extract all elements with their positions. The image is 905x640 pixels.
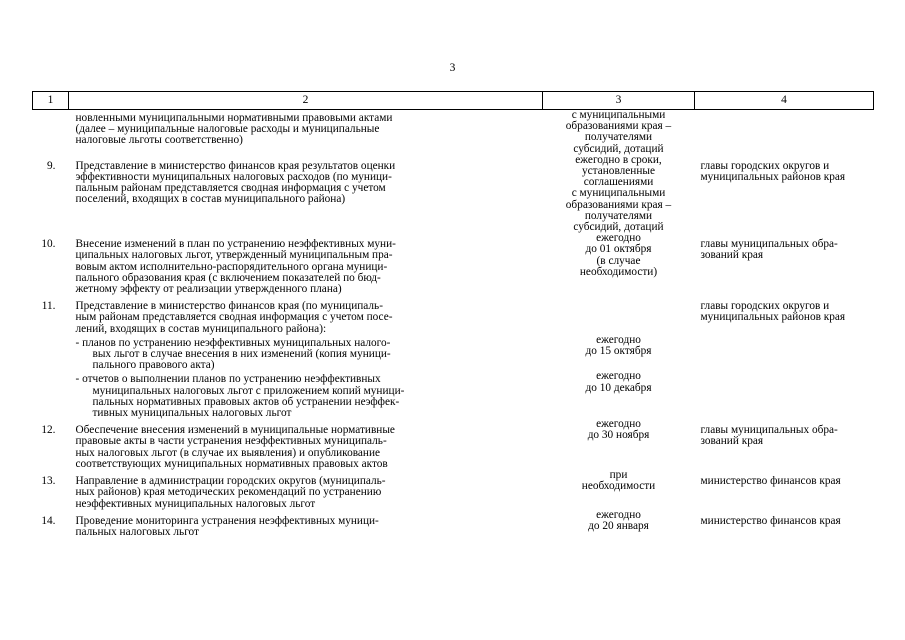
row-deadline-line: с муниципальными	[571, 187, 666, 200]
row-deadline-line: при	[609, 469, 628, 482]
row-description-line: ных налоговых льгот (в случае их выявления) и опубликование	[75, 446, 381, 459]
row-deadline-line: ежегодно	[596, 370, 641, 383]
row-description-line: налоговые льготы соответственно)	[75, 134, 243, 147]
row-description-line: муниципальных налоговых льгот с приложением копий муници-	[92, 384, 405, 397]
row-description-line: Проведение мониторинга устранения неэффективных муници-	[75, 514, 379, 527]
row-description-line: пальным районам представляется сводная информация с учетом	[75, 182, 386, 195]
table-row	[33, 155, 874, 233]
row-responsible	[695, 155, 874, 233]
row-description-line: Обеспечение внесения изменений в муниципальные нормативные	[75, 424, 395, 437]
row-deadline	[543, 419, 695, 470]
row-responsible-line: муниципальных районов края	[700, 171, 846, 184]
table-header-row	[33, 92, 874, 110]
table-row	[33, 110, 874, 155]
table-row	[33, 470, 874, 510]
row-responsible-line: зований края	[700, 435, 764, 448]
row-description	[69, 419, 543, 470]
row-description	[69, 335, 543, 372]
row-responsible-line: муниципальных районов края	[700, 311, 846, 324]
row-deadline	[543, 155, 695, 233]
table-row	[33, 295, 874, 335]
row-description-line: новленными муниципальными нормативными правовыми актами	[75, 112, 393, 124]
page-number: 3	[449, 62, 456, 74]
row-description-line: Направление в администрации городских округов (муниципаль-	[75, 475, 386, 488]
row-description-line: вовым актом исполнительно-распорядительного органа муници-	[75, 260, 388, 273]
header-col-2: 2	[69, 92, 543, 110]
row-deadline-line: ежегодно	[596, 508, 641, 521]
row-deadline-line: до 10 декабря	[585, 381, 652, 394]
row-deadline-line: ежегодно	[596, 232, 641, 245]
row-description-line: Представление в министерство финансов края результатов оценки	[75, 159, 396, 172]
row-deadline	[543, 335, 695, 372]
row-responsible-line: главы муниципальных обра-	[700, 238, 838, 251]
row-number	[33, 110, 69, 155]
row-description-line: пальных нормативных правовых актов об устранении неэффек-	[92, 395, 400, 408]
row-deadline	[543, 110, 695, 155]
row-description	[69, 470, 543, 510]
row-description-line: поселений, входящих в состав муниципального района)	[75, 193, 346, 206]
row-description	[69, 510, 543, 538]
row-deadline-line: до 20 января	[588, 519, 649, 532]
row-description	[69, 371, 543, 419]
row-description-line: тивных муниципальных налоговых льгот	[92, 407, 292, 420]
row-description-line: (далее – муниципальные налоговые расходы и муниципальные	[75, 123, 380, 136]
row-number: 12.	[41, 424, 56, 437]
row-deadline-line: установленные	[582, 165, 655, 178]
row-responsible	[695, 510, 874, 538]
row-deadline	[543, 233, 695, 295]
row-deadline-line: до 01 октября	[585, 243, 652, 256]
row-description-line: правовые акты в части устранения неэффективных муниципаль-	[75, 435, 387, 448]
table-row	[33, 510, 874, 538]
header-col-3: 3	[543, 92, 695, 110]
row-description-line: неэффективных муниципальных налоговых льгот	[75, 497, 316, 510]
row-responsible-line: министерство финансов края	[700, 514, 841, 527]
row-deadline-line: ежегодно	[596, 418, 641, 431]
row-deadline-line: ежегодно	[596, 333, 641, 346]
row-deadline-line: образованиями края –	[565, 120, 672, 133]
row-description	[69, 110, 543, 155]
row-deadline	[543, 470, 695, 510]
row-number	[33, 335, 69, 372]
row-description	[69, 295, 543, 335]
row-deadline-line: необходимости	[581, 480, 656, 493]
row-description-line: эффективности муниципальных налоговых расходов (по муници-	[75, 171, 392, 184]
row-description-line: ных районов) края методических рекомендаций по устранению	[75, 486, 382, 499]
header-col-4: 4	[695, 92, 874, 110]
row-responsible	[695, 371, 874, 419]
table-row	[33, 371, 874, 419]
row-deadline	[543, 371, 695, 419]
row-responsible	[695, 335, 874, 372]
row-deadline-line: субсидий, дотаций	[573, 221, 664, 234]
row-responsible-line: зований края	[700, 249, 764, 262]
row-responsible	[695, 110, 874, 155]
row-deadline-line: субсидий, дотаций	[573, 142, 664, 155]
row-description-line: ципальных налоговых льгот, утвержденный муниципальным пра-	[75, 249, 393, 262]
row-deadline-line: ежегодно в сроки,	[575, 153, 662, 166]
row-number: 14.	[41, 514, 56, 527]
row-description-line: пальных налоговых льгот	[75, 525, 199, 538]
row-description-line: Представление в министерство финансов края (по муниципаль-	[75, 300, 383, 313]
row-deadline-line: получателями	[584, 131, 653, 144]
row-responsible	[695, 295, 874, 335]
row-responsible	[695, 419, 874, 470]
row-description-line: соответствующих муниципальных нормативных правовых актов	[75, 457, 388, 470]
row-description-line: жетному эффекту от реализации утвержденного плана)	[75, 283, 342, 296]
row-responsible-line: главы муниципальных обра-	[700, 424, 838, 437]
row-deadline-line: до 30 ноября	[587, 429, 650, 442]
row-responsible	[695, 233, 874, 295]
row-deadline-line: до 15 октября	[585, 345, 652, 358]
row-deadline-line: необходимости)	[579, 265, 658, 278]
row-description-line: пального образования края (с включением показателей по бюд-	[75, 271, 381, 284]
row-description-line: Внесение изменений в план по устранению неэффективных муни-	[75, 238, 396, 251]
row-deadline	[543, 295, 695, 335]
row-deadline-line: получателями	[584, 209, 653, 222]
row-description	[69, 233, 543, 295]
table-row	[33, 419, 874, 470]
table-row	[33, 233, 874, 295]
row-description	[69, 155, 543, 233]
header-col-1: 1	[33, 92, 69, 110]
row-deadline-line: образованиями края –	[565, 198, 672, 211]
row-description-line: - планов по устранению неэффективных муниципальных налого-	[75, 336, 391, 349]
row-deadline-line: (в случае	[596, 254, 641, 267]
row-responsible-line: главы городских округов и	[700, 300, 830, 313]
row-responsible-line: министерство финансов края	[700, 475, 841, 488]
table-row	[33, 335, 874, 372]
row-number: 13.	[41, 475, 56, 488]
row-deadline-line: соглашениями	[583, 176, 654, 189]
row-responsible-line: главы городских округов и	[700, 159, 830, 172]
row-number: 11.	[41, 300, 56, 313]
plan-table	[32, 91, 874, 538]
row-number: 10.	[41, 238, 56, 251]
row-description-line: пального правового акта)	[92, 359, 215, 372]
row-description-line: лений, входящих в состав муниципального района):	[75, 322, 327, 335]
row-number	[33, 371, 69, 419]
row-responsible	[695, 470, 874, 510]
row-deadline	[543, 510, 695, 538]
row-description-line: ным районам представляется сводная информация с учетом посе-	[75, 311, 393, 324]
row-deadline-line: с муниципальными	[571, 109, 666, 121]
row-description-line: - отчетов о выполнении планов по устранению неэффективных	[75, 373, 381, 386]
row-description-line: вых льгот в случае внесения в них изменений (копия муници-	[92, 348, 391, 361]
row-number: 9.	[47, 159, 56, 172]
